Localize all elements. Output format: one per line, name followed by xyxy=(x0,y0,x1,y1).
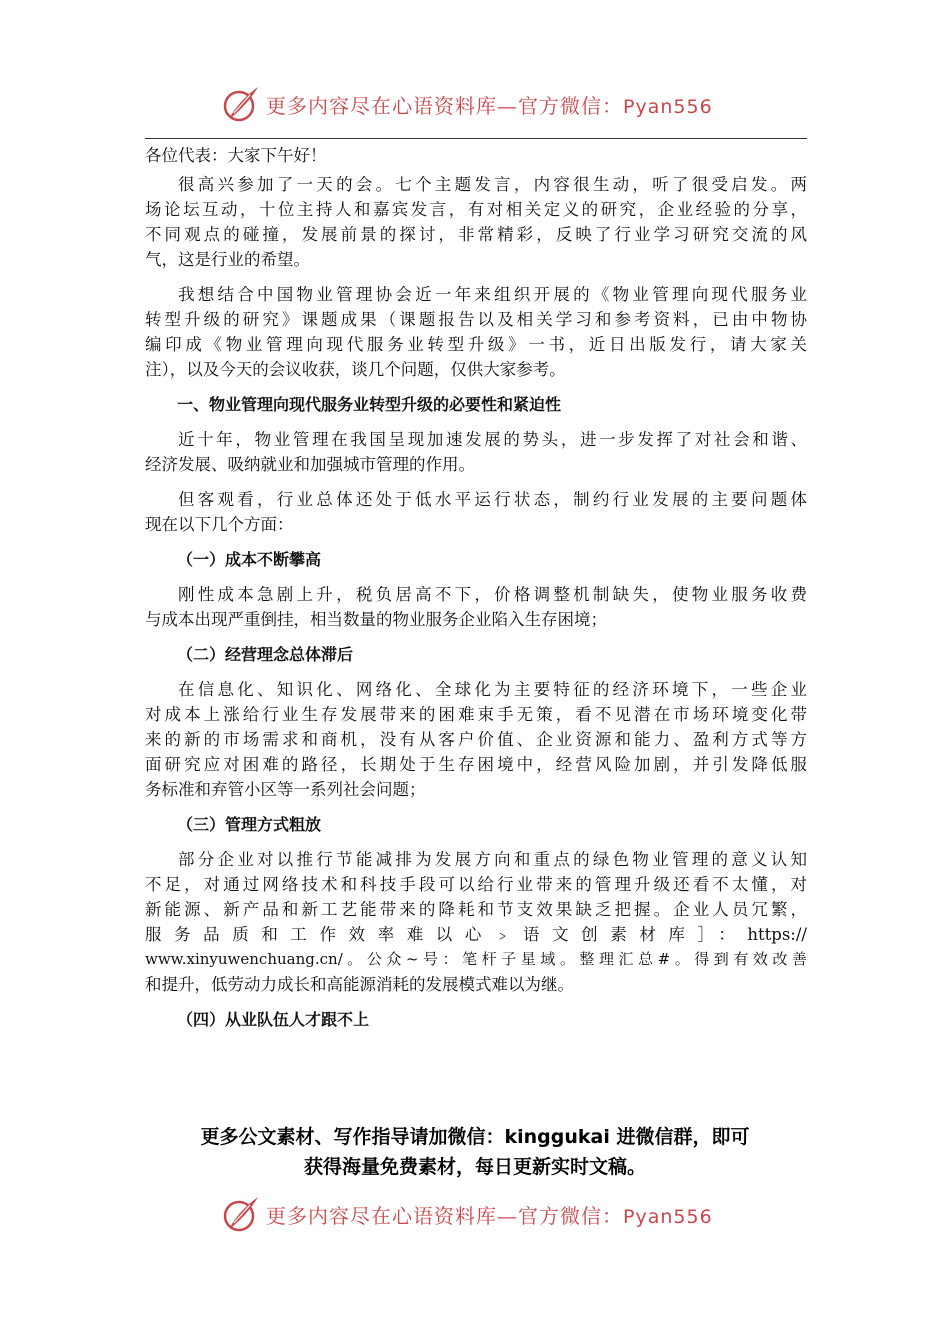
paragraph-3: 近十年，物业管理在我国呈现加速发展的势头，进一步发挥了对社会和谐、 经济发展、吸纳就业和加强城市管理的作用。 xyxy=(145,430,807,474)
subheading-3: （三）管理方式粗放 xyxy=(177,815,322,834)
header-banner-text: 更多内容尽在心语资料库—官方微信：Pyan556 xyxy=(266,93,713,118)
header-divider xyxy=(145,138,807,139)
greeting: 各位代表：大家下午好！ xyxy=(145,146,327,165)
subheading-4: （四）从业队伍人才跟不上 xyxy=(177,1010,370,1029)
quill-logo-icon xyxy=(220,1193,262,1235)
paragraph-5: 刚性成本急剧上升，税负居高不下，价格调整机制缺失，使物业服务收费 与成本出现严重倒挂，相当数量的物业服务企业陷入生存困境； xyxy=(145,585,807,629)
paragraph-2: 我想结合中国物业管理协会近一年来组织开展的《物业管理向现代服务业 转型升级的研究》课题成果（课题报告以及相关学习和参考资料，已由中物协 编印成《物业管理向现代服务业转型升级》一书，近日出版发行，请大家关 注），以及今天的会议收获，谈几个问题，仅供大家参考。 xyxy=(145,285,807,379)
paragraph-6: 在信息化、知识化、网络化、全球化为主要特征的经济环境下，一些企业 对成本上涨给行业生存发展带来的困难束手无策，看不见潜在市场环境变化带 来的新的市场需求和商机，没有从客户价值、企业资源和能力、盈利方式等方 面研究应对困难的路径，长期处于生存困境中，经营风险加剧，并引发降低服 务标准和弃管小区等一系列社会问题； xyxy=(145,680,807,799)
paragraph-4: 但客观看，行业总体还处于低水平运行状态，制约行业发展的主要问题体 现在以下几个方面： xyxy=(145,490,807,534)
promo-line-1: 更多公文素材、写作指导请加微信：kinggukai 进微信群，即可 xyxy=(200,1126,750,1148)
paragraph-7: 部分企业对以推行节能减排为发展方向和重点的绿色物业管理的意义认知 不足，对通过网络技术和科技手段可以给行业带来的管理升级还看不太懂，对 新能源、新产品和新工艺能带来的降耗和节支效果缺乏把握。企业人员冗繁， 服务品质和工作效率难以心﹥语文创素材库］：https:// www.xinyuwenchuang.cn/。公众~号：笔杆子星域。整理汇总#。得到有效改善 和提升，低劳动力成长和高能源消耗的发展模式难以为继。 xyxy=(145,850,807,994)
footer-banner xyxy=(220,1190,713,1238)
promo-line-2: 获得海量免费素材，每日更新实时文稿。 xyxy=(303,1156,646,1178)
section-heading-1: 一、物业管理向现代服务业转型升级的必要性和紧迫性 xyxy=(177,395,562,414)
footer-banner-text: 更多内容尽在心语资料库—官方微信：Pyan556 xyxy=(266,1203,713,1228)
subheading-2: （二）经营理念总体滞后 xyxy=(177,645,354,664)
subheading-1: （一）成本不断攀高 xyxy=(177,550,322,569)
quill-logo-icon xyxy=(220,83,262,125)
header-banner xyxy=(220,80,713,128)
promo-text xyxy=(100,1122,850,1182)
document-body xyxy=(145,143,807,1042)
paragraph-1: 很高兴参加了一天的会。七个主题发言，内容很生动，听了很受启发。两 场论坛互动，十位主持人和嘉宾发言，有对相关定义的研究，企业经验的分享， 不同观点的碰撞，发展前景的探讨，非常精彩，反映了行业学习研究交流的风 气，这是行业的希望。 xyxy=(145,175,807,269)
